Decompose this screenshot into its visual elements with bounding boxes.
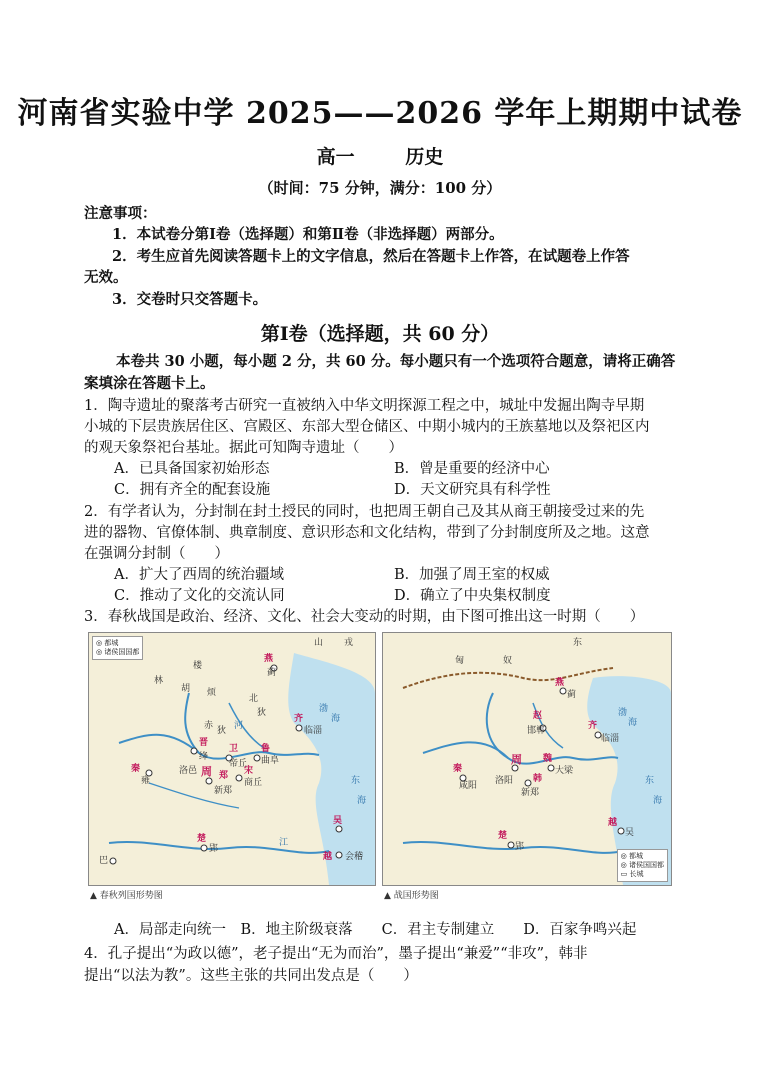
- map1-label: 雍: [141, 776, 151, 786]
- map2-legend-capital: ◎ 都城: [620, 852, 643, 860]
- q2-stem-2: 进的器物、官僚体制、典章制度、意识形态和文化结构，带到了分封制度所及之地。这意: [84, 525, 650, 541]
- map2-label: 东: [573, 638, 583, 648]
- map2-label: 东: [645, 776, 655, 786]
- map1-caption: ▲ 春秋列国形势图: [90, 891, 163, 901]
- map1-legend-state-capital: ◎ 诸侯国国都: [96, 648, 140, 656]
- map1-label: 狄: [257, 708, 267, 718]
- map2-label: 匈: [455, 656, 465, 666]
- map1-label: 烦: [207, 688, 217, 698]
- map2-label: 临淄: [601, 734, 620, 744]
- q1-stem-2: 小城的下层贵族居住区、宫殿区、东部大型仓储区、中期小城内的王族墓地以及祭祀区内: [84, 419, 650, 435]
- map2-label: 赵: [533, 711, 543, 721]
- q4-stem-2: 提出“以法为教”。这些主张的共同出发点是（ ）: [84, 968, 418, 984]
- map1-label: 宋: [244, 766, 254, 776]
- map1-label: 东: [351, 776, 361, 786]
- map2-legend: [617, 849, 668, 882]
- map1-label: 晋: [199, 738, 209, 748]
- map1-label: 郢: [209, 844, 219, 854]
- map1-label: 北: [249, 694, 259, 704]
- map1-label: 戎: [344, 638, 354, 648]
- map1-label: 秦: [131, 764, 141, 774]
- grade-label: 高一: [316, 146, 355, 168]
- map2-label: 海: [628, 718, 638, 728]
- section-intro-cont: 案填涂在答题卡上。: [84, 375, 215, 392]
- q3-options: A．局部走向统一 B．地主阶级衰落 C．君主专制建立 D．百家争鸣兴起: [114, 922, 637, 938]
- map2-label: 郢: [515, 842, 525, 852]
- map1-label: 洛邑: [179, 766, 198, 776]
- notice-item-2-cont: 无效。: [84, 269, 128, 286]
- map1-label: 渤: [319, 704, 329, 714]
- map1-label: 帝丘: [229, 759, 248, 769]
- q1-option-a: A．已具备国家初始形态: [114, 461, 270, 477]
- map1-label: 绛: [199, 752, 209, 762]
- time-info: （时间：75 分钟，满分：100 分）: [258, 179, 502, 197]
- notice-heading: 注意事项：: [84, 205, 157, 222]
- map2-label: 楚: [498, 831, 508, 841]
- map1-label: 越: [323, 852, 333, 862]
- notice-item-3: 3．交卷时只交答题卡。: [112, 291, 268, 308]
- map1-label: 林: [154, 676, 164, 686]
- map1-label: 河: [234, 721, 244, 731]
- map2-label: 齐: [588, 721, 598, 731]
- map1-label: 郑: [219, 771, 229, 781]
- map2-label: 海: [653, 796, 663, 806]
- map2-caption: ▲ 战国形势图: [384, 891, 439, 901]
- exam-subtitle: [0, 142, 760, 169]
- map1-label: 赤: [204, 721, 214, 731]
- map-warring-states-drawing: [383, 633, 671, 885]
- notice-item-2: 2．考生应首先阅读答题卡上的文字信息，然后在答题卡上作答，在试题卷上作答: [112, 248, 630, 265]
- map2-label: 越: [608, 818, 618, 828]
- map1-label: 新郑: [214, 786, 233, 796]
- map1-legend: [92, 636, 143, 660]
- map2-label: 大梁: [555, 766, 574, 776]
- map1-label: 海: [331, 714, 341, 724]
- q2-option-a: A．扩大了西周的统治疆域: [114, 567, 284, 583]
- map1-label: 燕: [264, 654, 274, 664]
- map1-label: 狄: [217, 726, 227, 736]
- q1-option-b: B．曾是重要的经济中心: [394, 461, 550, 477]
- q2-stem-1: 2．有学者认为，分封制在封土授民的同时，也把周王朝自己及其从商王朝接受过来的先: [84, 504, 645, 520]
- map1-label: 商丘: [244, 778, 263, 788]
- map1-label: 楚: [197, 834, 207, 844]
- map2-label: 渤: [618, 708, 628, 718]
- map2-legend-state-capital: ◎ 诸侯国国都: [620, 861, 664, 869]
- map2-label: 洛阳: [495, 776, 514, 786]
- map1-label: 临淄: [304, 726, 323, 736]
- map1-label: 齐: [294, 714, 304, 724]
- map-spring-autumn-drawing: [89, 633, 375, 885]
- map-spring-autumn: [88, 632, 376, 886]
- map2-label: 咸阳: [459, 781, 478, 791]
- q1-option-c: C．拥有齐全的配套设施: [114, 482, 271, 498]
- q1-stem-1: 1．陶寺遗址的聚落考古研究一直被纳入中华文明探源工程之中，城址中发掘出陶寺早期: [84, 398, 645, 414]
- map2-label: 秦: [453, 764, 463, 774]
- map1-label: 周: [201, 765, 212, 778]
- map2-label: 蓟: [567, 690, 577, 700]
- q4-stem-1: 4．孔子提出“为政以德”，老子提出“无为而治”，墨子提出“兼爱”“非攻”，韩非: [84, 946, 588, 962]
- map1-label: 山: [314, 638, 324, 648]
- q2-option-b: B．加强了周王室的权威: [394, 567, 550, 583]
- q2-stem-3: 在强调分封制（ ）: [84, 546, 229, 562]
- map2-label: 吴: [625, 828, 635, 838]
- map1-label: 曲阜: [261, 756, 280, 766]
- q1-option-d: D．天文研究具有科学性: [394, 482, 551, 498]
- map2-label: 燕: [555, 678, 565, 688]
- map-warring-states: [382, 632, 672, 886]
- q2-option-d: D．确立了中央集权制度: [394, 588, 551, 604]
- map2-label: 周: [511, 753, 522, 766]
- map2-label: 邯郸: [527, 726, 546, 736]
- map2-label: 奴: [503, 656, 513, 666]
- map1-label: 鲁: [261, 744, 271, 754]
- map2-label: 新郑: [521, 788, 540, 798]
- subject-label: 历史: [405, 146, 444, 168]
- map1-label: 胡: [181, 684, 191, 694]
- map1-label: 蓟: [267, 668, 277, 678]
- section-intro: 本卷共 30 小题，每小题 2 分，共 60 分。每小题只有一个选项符合题意，请将正确答: [116, 353, 676, 370]
- q2-option-c: C．推动了文化的交流认同: [114, 588, 285, 604]
- map2-label: 韩: [533, 774, 543, 784]
- map1-label: 海: [357, 796, 367, 806]
- exam-title: 河南省实验中学 2025——2026 学年上期期中试卷: [17, 96, 743, 131]
- q1-stem-3: 的观天象祭祀台基址。据此可知陶寺遗址（ ）: [84, 440, 403, 456]
- map2-legend-great-wall: ▭ 长城: [620, 870, 644, 878]
- map1-legend-capital: ◎ 都城: [96, 639, 119, 647]
- map1-label: 卫: [229, 744, 239, 754]
- map1-label: 会稽: [345, 852, 364, 862]
- map1-label: 吴: [333, 816, 343, 826]
- map1-label: 江: [279, 838, 289, 848]
- q3-stem: 3．春秋战国是政治、经济、文化、社会大变动的时期，由下图可推出这一时期（ ）: [84, 609, 645, 625]
- notice-item-1: 1．本试卷分第Ⅰ卷（选择题）和第Ⅱ卷（非选择题）两部分。: [112, 226, 504, 243]
- section-title: 第Ⅰ卷（选择题，共 60 分）: [260, 323, 500, 345]
- map2-label: 魏: [543, 754, 553, 764]
- map1-label: 楼: [193, 661, 203, 671]
- map1-label: 巴: [99, 856, 109, 866]
